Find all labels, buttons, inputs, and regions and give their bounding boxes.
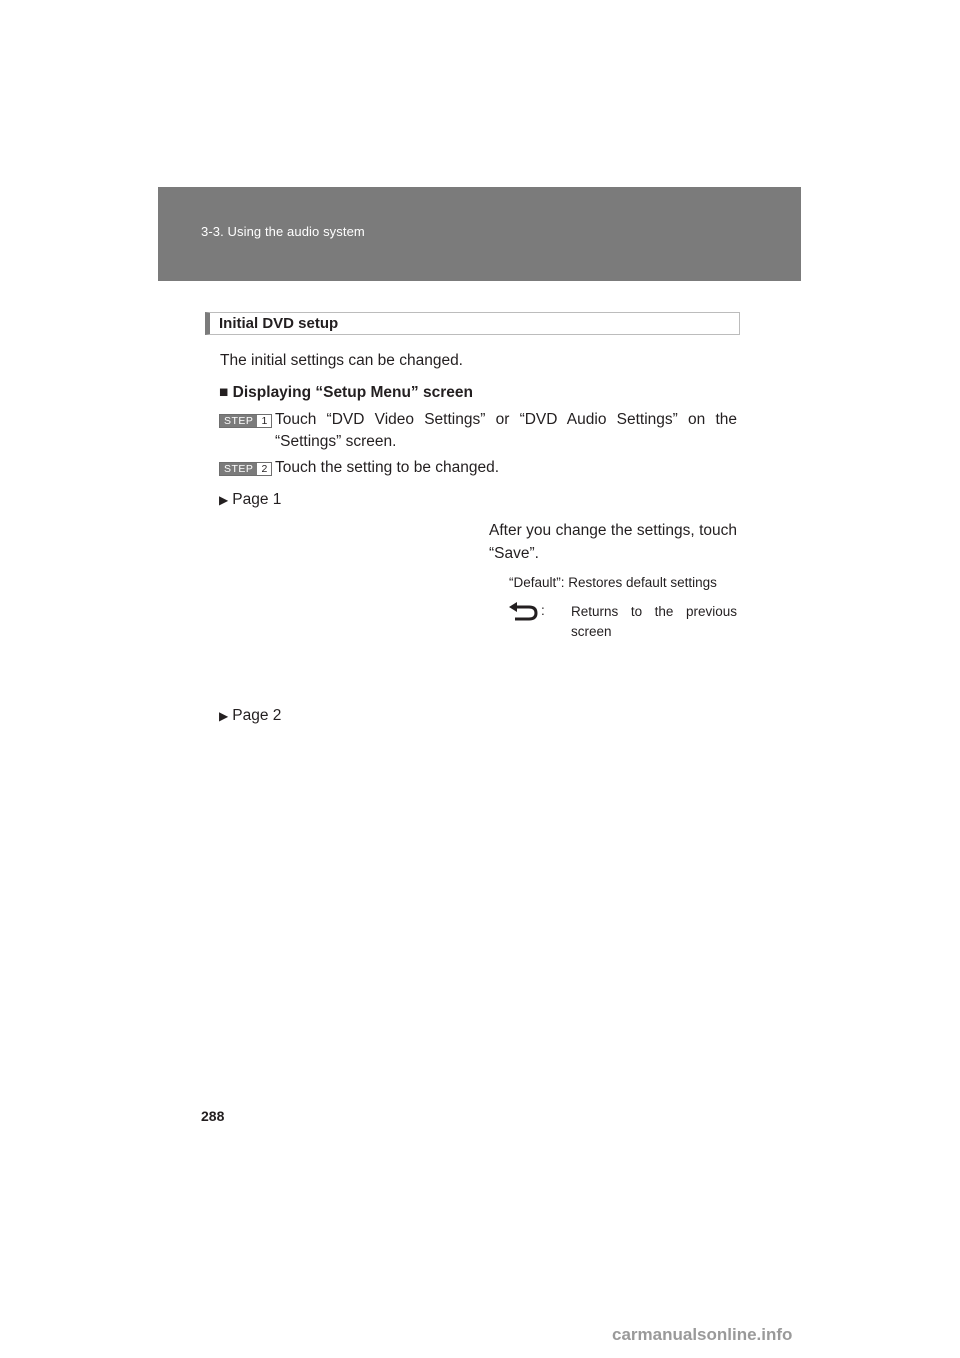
page-2-label	[219, 707, 281, 725]
default-note: “Default”: Restores default settings	[509, 575, 717, 590]
intro-text: The initial settings can be changed.	[220, 352, 463, 369]
subheading: ■ Displaying “Setup Menu” screen	[219, 384, 473, 401]
step-2-number: 2	[257, 463, 271, 475]
triangle-bullet-icon: ▶	[219, 709, 229, 723]
step-2-badge	[219, 462, 272, 476]
page-2-label-text: Page 2	[232, 707, 282, 724]
step-2-word: STEP	[220, 463, 257, 475]
section-title-box	[205, 312, 740, 335]
return-arrow-icon	[507, 601, 539, 623]
step-1-badge	[219, 414, 272, 428]
step-1-word: STEP	[220, 415, 257, 427]
back-note-colon: :	[541, 603, 545, 618]
page-number: 288	[201, 1108, 225, 1124]
page-1-label-text: Page 1	[232, 491, 282, 508]
back-note-text: Returns to the previous screen	[571, 604, 737, 639]
section-title: Initial DVD setup	[219, 315, 339, 332]
step-1-number: 1	[257, 415, 271, 427]
chapter-header-text: 3-3. Using the audio system	[201, 224, 365, 239]
triangle-bullet-icon: ▶	[219, 493, 229, 507]
page-1-description: After you change the settings, touch “Save”.	[489, 522, 737, 562]
step-2-text: Touch the setting to be changed.	[275, 459, 500, 476]
page-1-label	[219, 491, 281, 509]
footer-watermark: carmanualsonline.info	[612, 1325, 793, 1344]
step-1-text: Touch “DVD Video Settings” or “DVD Audio Settings” on the “Settings” screen.	[275, 411, 737, 450]
